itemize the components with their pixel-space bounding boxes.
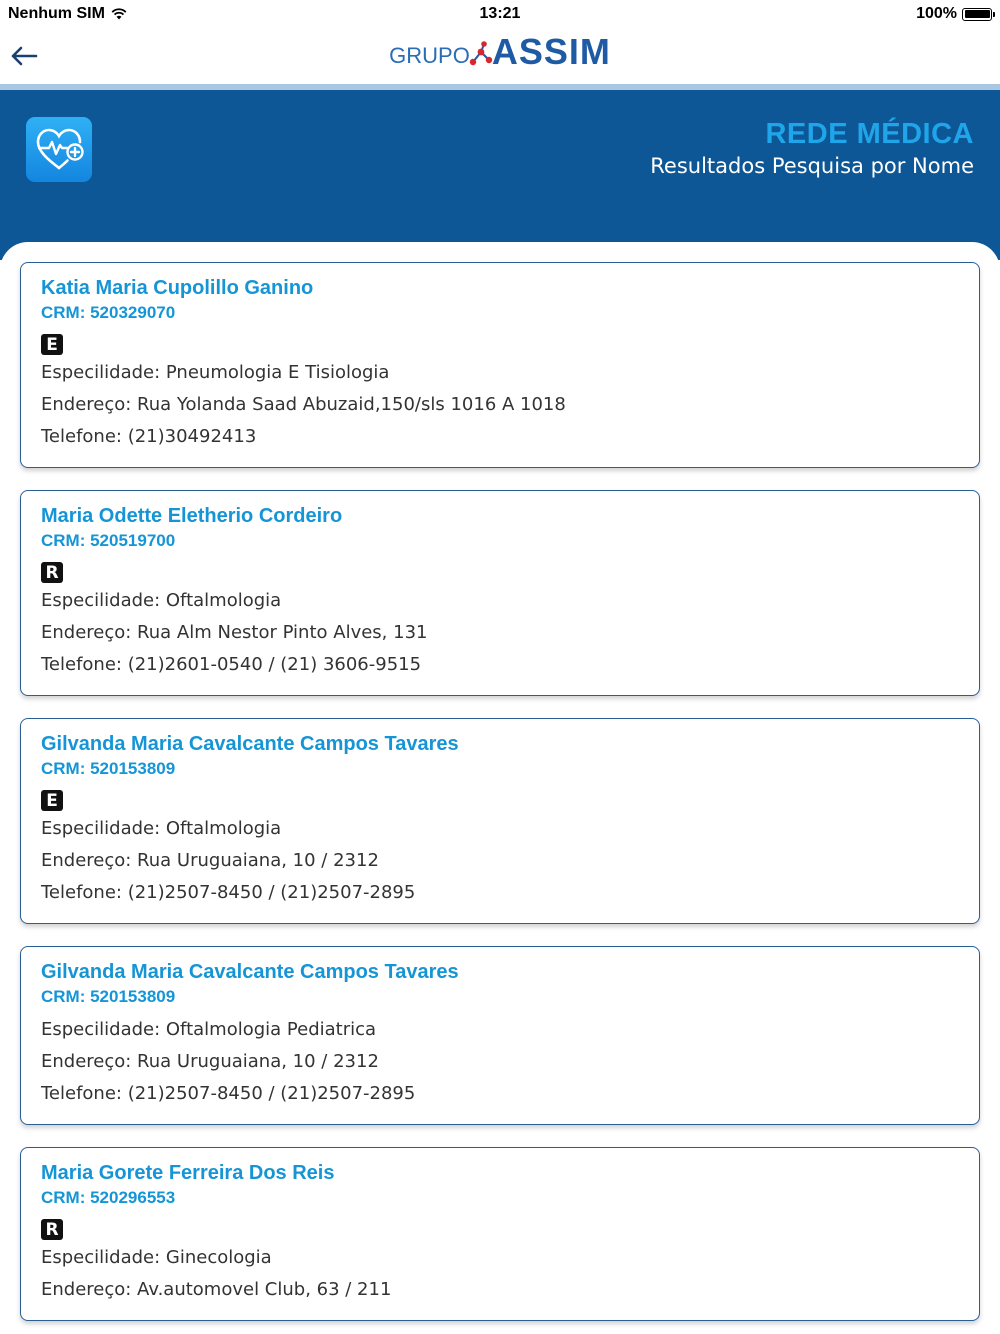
qualification-badge-icon: R	[41, 1219, 63, 1240]
doctor-name: Maria Odette Eletherio Cordeiro	[41, 505, 343, 527]
battery-indicator	[916, 5, 992, 23]
page-title: REDE MÉDICA	[765, 118, 974, 150]
doctor-specialty: Especilidade: Pneumologia E Tisiologia	[41, 362, 390, 383]
doctor-crm: CRM: 520329070	[41, 303, 176, 322]
result-card[interactable]	[20, 946, 980, 1125]
result-card[interactable]	[20, 1147, 980, 1321]
doctor-address: Endereço: Rua Yolanda Saad Abuzaid,150/sls 1016 A 1018	[41, 394, 566, 415]
status-bar	[0, 0, 1000, 28]
battery-percent: 100%	[916, 5, 957, 22]
doctor-specialty: Especilidade: Oftalmologia	[41, 590, 282, 611]
doctor-name: Maria Gorete Ferreira Dos Reis	[41, 1162, 335, 1184]
doctor-phone: Telefone: (21)2507-8450 / (21)2507-2895	[41, 1083, 416, 1104]
doctor-address: Endereço: Av.automovel Club, 63 / 211	[41, 1279, 392, 1300]
result-card[interactable]	[20, 718, 980, 924]
logo-grupo-text: GRUPO	[389, 43, 470, 68]
doctor-address: Endereço: Rua Uruguaiana, 10 / 2312	[41, 1051, 379, 1072]
grupo-assim-logo	[0, 30, 1000, 70]
doctor-crm: CRM: 520153809	[41, 987, 176, 1006]
results-list[interactable]	[20, 262, 980, 1334]
doctor-crm: CRM: 520153809	[41, 759, 176, 778]
doctor-address: Endereço: Rua Alm Nestor Pinto Alves, 131	[41, 622, 428, 643]
qualification-badge-icon: R	[41, 562, 63, 583]
doctor-crm: CRM: 520296553	[41, 1188, 176, 1207]
doctor-name: Gilvanda Maria Cavalcante Campos Tavares	[41, 961, 459, 983]
page-subtitle: Resultados Pesquisa por Nome	[650, 154, 974, 178]
doctor-phone: Telefone: (21)2507-8450 / (21)2507-2895	[41, 882, 416, 903]
result-card[interactable]	[20, 262, 980, 468]
heart-pulse-plus-icon	[26, 117, 92, 182]
doctor-specialty: Especilidade: Oftalmologia	[41, 818, 282, 839]
battery-icon	[962, 8, 992, 21]
doctor-address: Endereço: Rua Uruguaiana, 10 / 2312	[41, 850, 379, 871]
status-time: 13:21	[479, 5, 521, 22]
header-band	[0, 90, 1000, 260]
carrier-label: Nenhum SIM	[8, 5, 105, 22]
doctor-specialty: Especilidade: Ginecologia	[41, 1247, 272, 1268]
result-card[interactable]	[20, 490, 980, 696]
qualification-badge-icon: E	[41, 790, 63, 811]
doctor-phone: Telefone: (21)2601-0540 / (21) 3606-9515	[41, 654, 422, 675]
doctor-phone: Telefone: (21)30492413	[41, 426, 257, 447]
doctor-name: Gilvanda Maria Cavalcante Campos Tavares	[41, 733, 459, 755]
doctor-crm: CRM: 520519700	[41, 531, 176, 550]
doctor-specialty: Especilidade: Oftalmologia Pediatrica	[41, 1019, 377, 1040]
doctor-name: Katia Maria Cupolillo Ganino	[41, 277, 314, 299]
qualification-badge-icon: E	[41, 334, 63, 355]
nav-bar	[0, 28, 1000, 86]
logo-assim-text: ASSIM	[491, 31, 611, 72]
logo-molecule-icon	[468, 40, 494, 70]
